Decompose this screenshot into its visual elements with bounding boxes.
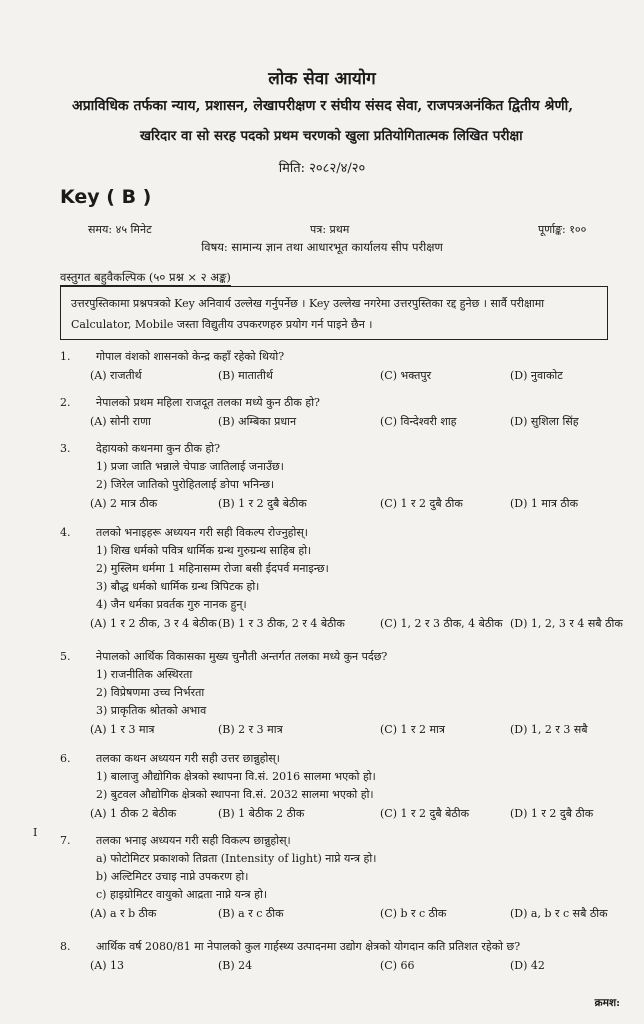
answer-option: (D) a, b र c सबै ठीक: [510, 907, 608, 920]
answer-options: [60, 412, 630, 432]
notice-line1: उत्तरपुस्तिकामा प्रश्नपत्रको Key अनिवार्य उल्लेख गर्नुपर्नेछ । Key उल्लेख नगरेमा उत्तरपुस्तिका रद्द हुनेछ । सार्वै परीक्षामा: [71, 297, 545, 310]
question-text: तलको भनाइहरू अध्ययन गरी सही विकल्प रोज्नुहोस्।: [96, 526, 308, 539]
question-number: 1.: [60, 350, 71, 363]
question: [60, 524, 630, 634]
paper-number: पत्र: प्रथम: [310, 223, 350, 236]
answer-options: [60, 804, 630, 824]
answer-option: (A) सोनी राणा: [90, 415, 151, 428]
question-number: 3.: [60, 442, 71, 455]
continued-label: क्रमश:: [594, 997, 620, 1009]
question-text: नेपालको प्रथम महिला राजदूत तलका मध्ये कुन ठीक हो?: [96, 396, 320, 409]
question-number: 4.: [60, 526, 71, 539]
question-statement: 2) विप्रेषणमा उच्च निर्भरता: [96, 686, 205, 699]
answer-option: (B) 24: [218, 959, 253, 972]
question-statement: a) फोटोमिटर प्रकाशको तिव्रता (Intensity of light) नाप्ने यन्त्र हो।: [96, 852, 377, 865]
answer-options: [60, 614, 630, 634]
answer-options: [60, 720, 630, 740]
question-text: तलका कथन अध्ययन गरी सही उत्तर छान्नुहोस्।: [96, 752, 280, 765]
answer-option: (A) a र b ठीक: [90, 907, 157, 920]
question: [60, 348, 630, 386]
answer-option: (A) 2 मात्र ठीक: [90, 497, 158, 510]
full-marks: पूर्णाङ्क: १००: [538, 223, 587, 236]
answer-options: [60, 904, 630, 924]
question-text: देहायको कथनमा कुन ठीक हो?: [96, 442, 221, 455]
answer-option: (D) 1, 2 र 3 सबै: [510, 723, 588, 736]
exam-description-line1: अप्राविधिक तर्फका न्याय, प्रशासन, लेखापरीक्षण र संघीय संसद सेवा, राजपत्रअनंकित द्वितीय श्रेणी,: [72, 98, 574, 114]
organization-title: लोक सेवा आयोग: [268, 69, 376, 89]
question-statement: 3) प्राकृतिक श्रोतको अभाव: [96, 704, 207, 717]
question-statement: 4) जैन धर्मका प्रवर्तक गुरु नानक हुन्।: [96, 598, 247, 611]
answer-option: (C) 1 र 2 दुबै बेठीक: [380, 807, 470, 820]
answer-option: (C) 1 र 2 मात्र: [380, 723, 445, 736]
question-statement: 2) बुटवल औद्योगिक क्षेत्रको स्थापना वि.सं. 2032 सालमा भएको हो।: [96, 788, 374, 801]
answer-option: (C) विन्देश्वरी शाह: [380, 415, 457, 428]
paper-key: Key ( B ): [60, 186, 152, 208]
answer-option: (C) b र c ठीक: [380, 907, 447, 920]
answer-option: (B) 2 र 3 मात्र: [218, 723, 283, 736]
question-number: 5.: [60, 650, 71, 663]
question-statement: 3) बौद्ध धर्मको धार्मिक ग्रन्थ त्रिपिटक हो।: [96, 580, 260, 593]
answer-option: (B) 1 र 2 दुबै बेठीक: [218, 497, 307, 510]
answer-option: (C) 1, 2 र 3 ठीक, 4 बेठीक: [380, 617, 503, 630]
answer-option: (D) 1, 2, 3 र 4 सबै ठीक: [510, 617, 623, 630]
subject-title: विषय: सामान्य ज्ञान तथा आधारभूत कार्यालय सीप परीक्षण: [201, 240, 443, 254]
answer-option: (A) 1 र 2 ठीक, 3 र 4 बेठीक: [90, 617, 217, 630]
question-statement: c) हाइग्रोमिटर वायुको आद्रता नाप्ने यन्त्र हो।: [96, 888, 267, 901]
question: [60, 394, 630, 432]
exam-time: समय: ४५ मिनेट: [88, 223, 152, 236]
question: [60, 648, 630, 740]
margin-mark: I: [33, 826, 38, 839]
question-number: 2.: [60, 396, 71, 409]
answer-option: (B) मातातीर्थ: [218, 369, 273, 382]
question-text: तलका भनाइ अध्ययन गरी सही विकल्प छान्नुहोस्।: [96, 834, 291, 847]
question-statement: 1) बालाजु औद्योगिक क्षेत्रको स्थापना वि.सं. 2016 सालमा भएको हो।: [96, 770, 376, 783]
question-number: 8.: [60, 940, 71, 953]
answer-option: (B) 1 र 3 ठीक, 2 र 4 बेठीक: [218, 617, 345, 630]
answer-option: (B) a र c ठीक: [218, 907, 284, 920]
question-text: गोपाल वंशको शासनको केन्द्र कहाँ रहेको थियो?: [96, 350, 285, 363]
exam-date: मिति: २०८२/४/२०: [278, 161, 366, 176]
answer-options: [60, 956, 630, 976]
answer-option: (C) 66: [380, 959, 415, 972]
question-number: 7.: [60, 834, 71, 847]
question-text: नेपालको आर्थिक विकासका मुख्य चुनौती अन्तर्गत तलका मध्ये कुन पर्दछ?: [96, 650, 388, 663]
question-statement: 1) राजनीतिक अस्थिरता: [96, 668, 193, 681]
question: [60, 440, 630, 514]
question: [60, 832, 630, 924]
answer-option: (A) राजतीर्थ: [90, 369, 142, 382]
answer-option: (B) अम्बिका प्रधान: [218, 415, 297, 428]
answer-option: (A) 13: [90, 959, 125, 972]
answer-option: (C) भक्तपुर: [380, 369, 432, 382]
answer-option: (D) 1 र 2 दुबै ठीक: [510, 807, 594, 820]
answer-option: (C) 1 र 2 दुबै ठीक: [380, 497, 463, 510]
question: [60, 938, 630, 976]
question-statement: b) अल्टिमिटर उचाइ नाप्ने उपकरण हो।: [96, 870, 249, 883]
answer-options: [60, 366, 630, 386]
section-heading: वस्तुगत बहुवैकल्पिक (५० प्रश्न × २ अङ्क): [60, 270, 231, 284]
question-statement: 2) जिरेल जातिको पुरोहितलाई ङोपा भनिन्छ।: [96, 478, 275, 491]
answer-option: (D) 42: [510, 959, 545, 972]
answer-option: (D) 1 मात्र ठीक: [510, 497, 579, 510]
question-text: आर्थिक वर्ष 2080/81 मा नेपालको कुल गार्हस्थ्य उत्पादनमा उद्योग क्षेत्रको योगदान कति प्रतिशत रहेको छ?: [96, 940, 521, 953]
answer-option: (D) सुशिला सिंह: [510, 415, 579, 428]
question-statement: 1) शिख धर्मको पवित्र धार्मिक ग्रन्थ गुरुग्रन्थ साहिब हो।: [96, 544, 312, 557]
answer-option: (D) नुवाकोट: [510, 369, 563, 382]
answer-option: (B) 1 बेठीक 2 ठीक: [218, 807, 305, 820]
instruction-notice-box: [60, 286, 608, 340]
answer-option: (A) 1 ठीक 2 बेठीक: [90, 807, 177, 820]
notice-line2: Calculator, Mobile जस्ता विद्युतीय उपकरणहरु प्रयोग गर्न पाइने छैन ।: [71, 318, 373, 331]
question-number: 6.: [60, 752, 71, 765]
exam-description-line2: खरिदार वा सो सरह पदको प्रथम चरणको खुला प्रतियोगितात्मक लिखित परीक्षा: [140, 128, 523, 144]
answer-options: [60, 494, 630, 514]
question-statement: 1) प्रजा जाति भन्नाले चेपाङ जातिलाई जनाउँछ।: [96, 460, 284, 473]
question-statement: 2) मुस्लिम धर्ममा 1 महिनासम्म रोजा बसी ईदपर्व मनाइन्छ।: [96, 562, 329, 575]
question: [60, 750, 630, 824]
answer-option: (A) 1 र 3 मात्र: [90, 723, 155, 736]
